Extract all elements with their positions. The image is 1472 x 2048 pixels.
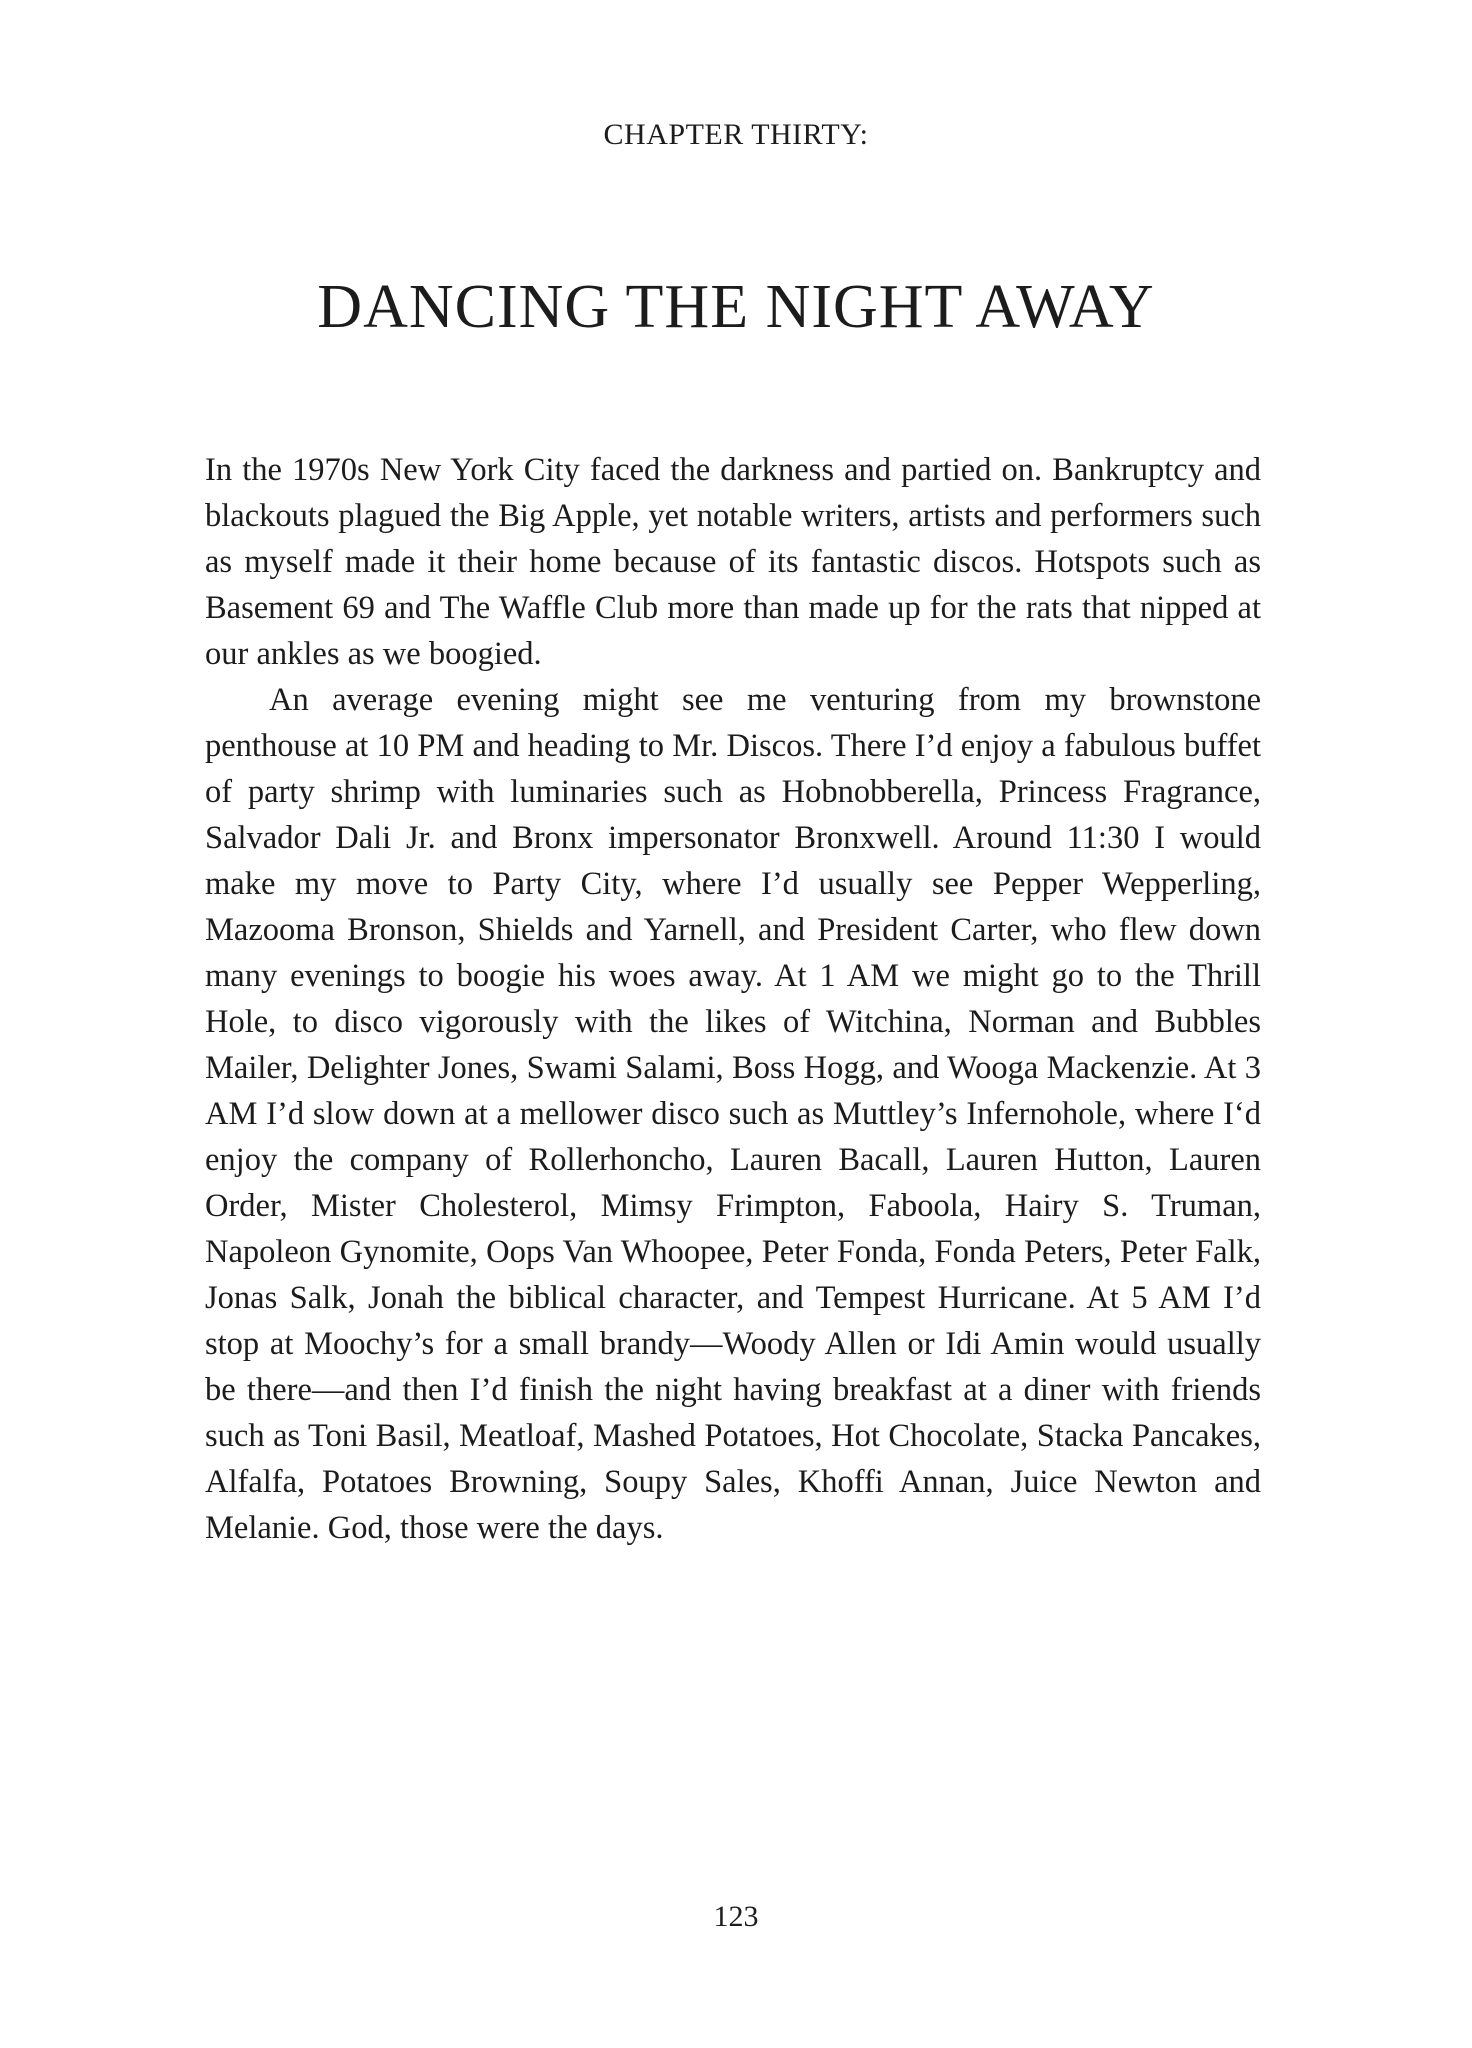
paragraph-2: An average evening might see me venturing from my brownstone penthouse at 10 PM and heading to Mr. Discos. There I’d enjoy a fabulous buffet of party shrimp with luminaries such as Hobnobberella, Princess Fragrance, Salvador Dali Jr. and Bronx impersonator Bronxwell. Around 11:30 I would make my move to Party City, where I’d usually see Pepper Wepperling, Mazooma Bronson, Shields and Yarnell, and President Carter, who flew down many evenings to boogie his woes away. At 1 AM we might go to the Thrill Hole, to disco vigorously with the likes of Witchina, Norman and Bubbles Mailer, Delighter Jones, Swami Salami, Boss Hogg, and Wooga Mackenzie. At 3 AM I’d slow down at a mellower disco such as Muttley’s Infernohole, where I‘d enjoy the company of Rollerhoncho, Lauren Bacall, Lauren Hutton, Lauren Order, Mister Cholesterol, Mimsy Frimpton, Faboola, Hairy S. Truman, Napoleon Gynomite, Oops Van Whoopee, Peter Fonda, Fonda Peters, Peter Falk, Jonas Salk, Jonah the biblical character, and Tempest Hurricane. At 5 AM I’d stop at Moochy’s for a small brandy—Woody Allen or Idi Amin would usually be there—and then I’d finish the night having breakfast at a diner with friends such as Toni Basil, Meatloaf, Mashed Potatoes, Hot Chocolate, Stacka Pancakes, Alfalfa, Potatoes Browning, Soupy Sales, Khoffi Annan, Juice Newton and Melanie. God, those were the days. xyxy=(205,682,1261,1546)
body-text xyxy=(205,447,1261,1551)
page-number: 123 xyxy=(713,1900,759,1933)
chapter-label: CHAPTER THIRTY: xyxy=(603,118,869,151)
paragraph-1: In the 1970s New York City faced the darkness and partied on. Bankruptcy and blackouts plagued the Big Apple, yet notable writers, artists and performers such as myself made it their home because of its fantastic discos. Hotspots such as Basement 69 and The Waffle Club more than made up for the rats that nipped at our ankles as we boogied. xyxy=(205,452,1261,672)
chapter-title: DANCING THE NIGHT AWAY xyxy=(317,273,1155,341)
